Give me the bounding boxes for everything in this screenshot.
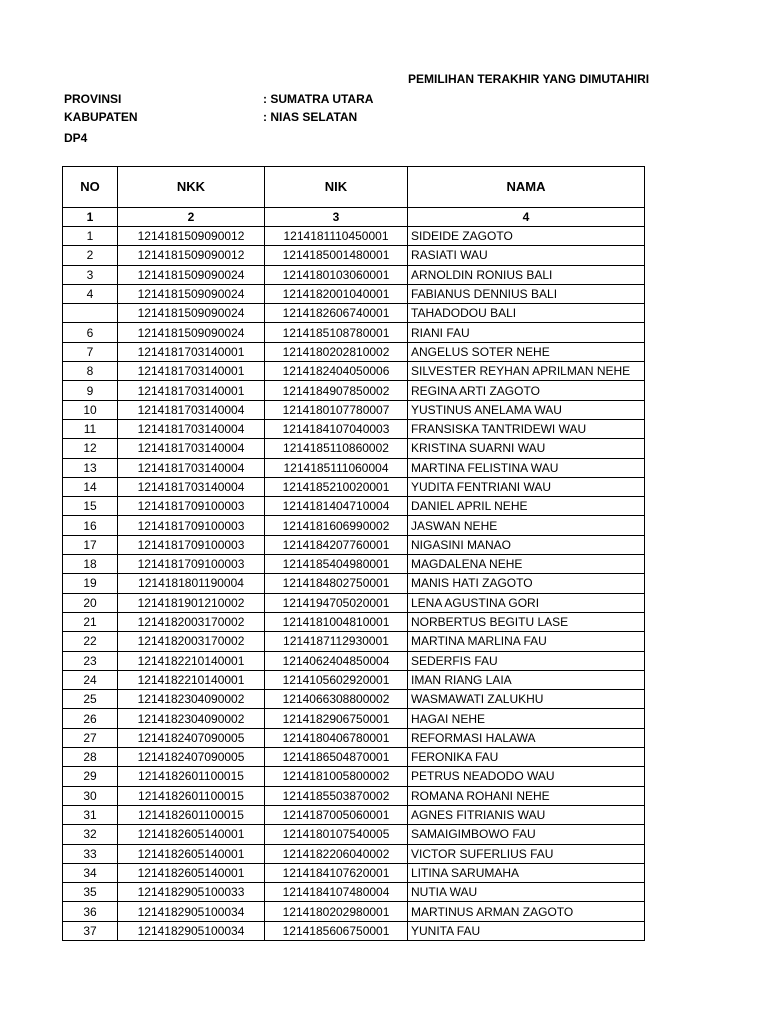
cell-nama: AGNES FITRIANIS WAU xyxy=(408,805,645,824)
cell-nik: 1214182206040002 xyxy=(265,844,408,863)
cell-nik: 1214184107480004 xyxy=(265,883,408,902)
cell-nama: FABIANUS DENNIUS BALI xyxy=(408,284,645,303)
cell-nik: 1214180202810002 xyxy=(265,342,408,361)
cell-nkk: 1214182905100034 xyxy=(118,921,265,940)
cell-no: 11 xyxy=(63,419,118,438)
cell-no: 6 xyxy=(63,323,118,342)
cell-nkk: 1214182304090002 xyxy=(118,709,265,728)
cell-nkk: 1214182605140001 xyxy=(118,863,265,882)
cell-nik: 1214182001040001 xyxy=(265,284,408,303)
table-row xyxy=(63,535,645,554)
cell-nkk: 1214181703140004 xyxy=(118,419,265,438)
cell-nama: DANIEL APRIL NEHE xyxy=(408,497,645,516)
cell-nkk: 1214181709100003 xyxy=(118,516,265,535)
table-row xyxy=(63,304,645,323)
table-row xyxy=(63,419,645,438)
cell-nkk: 1214182605140001 xyxy=(118,844,265,863)
cell-nkk: 1214182210140001 xyxy=(118,670,265,689)
table-row xyxy=(63,728,645,747)
cell-no: 1 xyxy=(63,227,118,246)
cell-nkk: 1214181703140001 xyxy=(118,381,265,400)
cell-nkk: 1214181509090012 xyxy=(118,227,265,246)
table-row xyxy=(63,902,645,921)
cell-nama: IMAN RIANG LAIA xyxy=(408,670,645,689)
table-row xyxy=(63,265,645,284)
cell-no: 8 xyxy=(63,362,118,381)
cell-nik: 1214184107620001 xyxy=(265,863,408,882)
cell-nama: LITINA SARUMAHA xyxy=(408,863,645,882)
cell-nama: FRANSISKA TANTRIDEWI WAU xyxy=(408,419,645,438)
cell-no: 22 xyxy=(63,632,118,651)
cell-no: 19 xyxy=(63,574,118,593)
cell-nkk: 1214182210140001 xyxy=(118,651,265,670)
cell-no: 31 xyxy=(63,805,118,824)
table-row xyxy=(63,458,645,477)
column-number-row xyxy=(63,208,645,227)
cell-no: 15 xyxy=(63,497,118,516)
cell-nama: YUNITA FAU xyxy=(408,921,645,940)
column-number: 3 xyxy=(265,208,408,227)
cell-no: 7 xyxy=(63,342,118,361)
table-row xyxy=(63,825,645,844)
cell-nkk: 1214182003170002 xyxy=(118,612,265,631)
cell-nik: 1214184107040003 xyxy=(265,419,408,438)
cell-no: 21 xyxy=(63,612,118,631)
cell-nama: MARTINUS ARMAN ZAGOTO xyxy=(408,902,645,921)
cell-no: 34 xyxy=(63,863,118,882)
cell-nkk: 1214181709100003 xyxy=(118,497,265,516)
cell-nama: RIANI FAU xyxy=(408,323,645,342)
cell-nama: NUTIA WAU xyxy=(408,883,645,902)
cell-nkk: 1214181703140001 xyxy=(118,362,265,381)
cell-nkk: 1214181801190004 xyxy=(118,574,265,593)
cell-nama: SILVESTER REYHAN APRILMAN NEHE xyxy=(408,362,645,381)
cell-no: 3 xyxy=(63,265,118,284)
cell-nkk: 1214182407090005 xyxy=(118,728,265,747)
cell-nik: 1214184907850002 xyxy=(265,381,408,400)
cell-no: 18 xyxy=(63,555,118,574)
cell-nama: REGINA ARTI ZAGOTO xyxy=(408,381,645,400)
table-row xyxy=(63,844,645,863)
table-row xyxy=(63,805,645,824)
cell-nik: 1214181005800002 xyxy=(265,767,408,786)
table-row xyxy=(63,670,645,689)
cell-nik: 1214181110450001 xyxy=(265,227,408,246)
cell-nik: 1214194705020001 xyxy=(265,593,408,612)
table-row xyxy=(63,709,645,728)
cell-nama: YUSTINUS ANELAMA WAU xyxy=(408,400,645,419)
cell-nik: 1214182404050006 xyxy=(265,362,408,381)
cell-nik: 1214180107540005 xyxy=(265,825,408,844)
cell-nik: 1214180202980001 xyxy=(265,902,408,921)
cell-no: 25 xyxy=(63,690,118,709)
cell-nama: VICTOR SUFERLIUS FAU xyxy=(408,844,645,863)
cell-nik: 1214185606750001 xyxy=(265,921,408,940)
table-row xyxy=(63,516,645,535)
table-row xyxy=(63,400,645,419)
cell-nik: 1214066308800002 xyxy=(265,690,408,709)
table-row xyxy=(63,786,645,805)
cell-no: 28 xyxy=(63,748,118,767)
table-row xyxy=(63,632,645,651)
table-row xyxy=(63,863,645,882)
cell-nkk: 1214181509090024 xyxy=(118,304,265,323)
table-row xyxy=(63,381,645,400)
cell-nama: MANIS HATI ZAGOTO xyxy=(408,574,645,593)
column-number: 4 xyxy=(408,208,645,227)
cell-nama: NIGASINI MANAO xyxy=(408,535,645,554)
cell-no: 29 xyxy=(63,767,118,786)
cell-no: 32 xyxy=(63,825,118,844)
cell-no xyxy=(63,304,118,323)
cell-nkk: 1214181509090024 xyxy=(118,265,265,284)
cell-nama: REFORMASI HALAWA xyxy=(408,728,645,747)
cell-no: 36 xyxy=(63,902,118,921)
kabupaten-label: KABUPATEN xyxy=(64,110,138,124)
table-header-row xyxy=(63,167,645,208)
cell-no: 37 xyxy=(63,921,118,940)
cell-nama: SAMAIGIMBOWO FAU xyxy=(408,825,645,844)
cell-nik: 1214187112930001 xyxy=(265,632,408,651)
table-row xyxy=(63,227,645,246)
provinsi-value: : SUMATRA UTARA xyxy=(263,92,374,106)
cell-nama: PETRUS NEADODO WAU xyxy=(408,767,645,786)
cell-no: 17 xyxy=(63,535,118,554)
column-header-nama: NAMA xyxy=(408,167,645,208)
cell-no: 14 xyxy=(63,477,118,496)
cell-nik: 1214187005060001 xyxy=(265,805,408,824)
cell-no: 13 xyxy=(63,458,118,477)
cell-nama: LENA AGUSTINA GORI xyxy=(408,593,645,612)
cell-nama: MARTINA MARLINA FAU xyxy=(408,632,645,651)
cell-nkk: 1214181509090012 xyxy=(118,246,265,265)
cell-no: 2 xyxy=(63,246,118,265)
cell-nkk: 1214181703140001 xyxy=(118,342,265,361)
table-row xyxy=(63,342,645,361)
cell-nama: MAGDALENA NEHE xyxy=(408,555,645,574)
cell-nik: 1214180103060001 xyxy=(265,265,408,284)
cell-nik: 1214185503870002 xyxy=(265,786,408,805)
cell-nama: YUDITA FENTRIANI WAU xyxy=(408,477,645,496)
cell-nkk: 1214181509090024 xyxy=(118,323,265,342)
cell-no: 23 xyxy=(63,651,118,670)
cell-nik: 1214185108780001 xyxy=(265,323,408,342)
cell-nama: MARTINA FELISTINA WAU xyxy=(408,458,645,477)
table-row xyxy=(63,767,645,786)
cell-nkk: 1214182601100015 xyxy=(118,786,265,805)
column-header-nik: NIK xyxy=(265,167,408,208)
cell-no: 9 xyxy=(63,381,118,400)
cell-no: 26 xyxy=(63,709,118,728)
cell-nik: 1214182906750001 xyxy=(265,709,408,728)
cell-nik: 1214184207760001 xyxy=(265,535,408,554)
cell-nkk: 1214182601100015 xyxy=(118,805,265,824)
cell-nik: 1214181004810001 xyxy=(265,612,408,631)
cell-nik: 1214185001480001 xyxy=(265,246,408,265)
cell-nik: 1214186504870001 xyxy=(265,748,408,767)
cell-nik: 1214185111060004 xyxy=(265,458,408,477)
cell-nkk: 1214181703140004 xyxy=(118,458,265,477)
table-row xyxy=(63,921,645,940)
column-header-nkk: NKK xyxy=(118,167,265,208)
cell-nik: 1214062404850004 xyxy=(265,651,408,670)
cell-nik: 1214185210020001 xyxy=(265,477,408,496)
cell-nama: ROMANA ROHANI NEHE xyxy=(408,786,645,805)
cell-nkk: 1214182407090005 xyxy=(118,748,265,767)
cell-nik: 1214184802750001 xyxy=(265,574,408,593)
cell-nik: 1214180107780007 xyxy=(265,400,408,419)
cell-nkk: 1214181703140004 xyxy=(118,400,265,419)
cell-nama: NORBERTUS BEGITU LASE xyxy=(408,612,645,631)
table-row xyxy=(63,323,645,342)
cell-no: 30 xyxy=(63,786,118,805)
cell-nama: RASIATI WAU xyxy=(408,246,645,265)
provinsi-label: PROVINSI xyxy=(64,92,122,106)
cell-nama: SEDERFIS FAU xyxy=(408,651,645,670)
cell-nama: WASMAWATI ZALUKHU xyxy=(408,690,645,709)
cell-no: 16 xyxy=(63,516,118,535)
cell-nkk: 1214182905100033 xyxy=(118,883,265,902)
cell-no: 33 xyxy=(63,844,118,863)
cell-nik: 1214185110860002 xyxy=(265,439,408,458)
table-row xyxy=(63,883,645,902)
table-row xyxy=(63,690,645,709)
cell-nkk: 1214182601100015 xyxy=(118,767,265,786)
cell-no: 12 xyxy=(63,439,118,458)
cell-no: 4 xyxy=(63,284,118,303)
table-row xyxy=(63,748,645,767)
cell-nik: 1214181404710004 xyxy=(265,497,408,516)
cell-nama: KRISTINA SUARNI WAU xyxy=(408,439,645,458)
cell-no: 24 xyxy=(63,670,118,689)
voter-table xyxy=(62,166,645,941)
cell-nkk: 1214181709100003 xyxy=(118,535,265,554)
cell-nkk: 1214181709100003 xyxy=(118,555,265,574)
table-row xyxy=(63,612,645,631)
cell-nkk: 1214181509090024 xyxy=(118,284,265,303)
table-row xyxy=(63,439,645,458)
cell-no: 10 xyxy=(63,400,118,419)
cell-nama: TAHADODOU BALI xyxy=(408,304,645,323)
document-title: PEMILIHAN TERAKHIR YANG DIMUTAHIRI xyxy=(408,72,650,86)
cell-nkk: 1214181901210002 xyxy=(118,593,265,612)
cell-no: 20 xyxy=(63,593,118,612)
cell-nama: ANGELUS SOTER NEHE xyxy=(408,342,645,361)
document-code: DP4 xyxy=(64,131,88,145)
cell-nkk: 1214182304090002 xyxy=(118,690,265,709)
table-row xyxy=(63,555,645,574)
column-header-no: NO xyxy=(63,167,118,208)
cell-no: 35 xyxy=(63,883,118,902)
cell-nik: 1214181606990002 xyxy=(265,516,408,535)
table-row xyxy=(63,574,645,593)
column-number: 1 xyxy=(63,208,118,227)
table-row xyxy=(63,362,645,381)
kabupaten-value: : NIAS SELATAN xyxy=(263,110,358,124)
table-row xyxy=(63,284,645,303)
cell-nama: SIDEIDE ZAGOTO xyxy=(408,227,645,246)
cell-no: 27 xyxy=(63,728,118,747)
table-row xyxy=(63,246,645,265)
cell-nik: 1214185404980001 xyxy=(265,555,408,574)
cell-nama: FERONIKA FAU xyxy=(408,748,645,767)
table-row xyxy=(63,477,645,496)
cell-nkk: 1214181703140004 xyxy=(118,439,265,458)
cell-nkk: 1214182605140001 xyxy=(118,825,265,844)
cell-nkk: 1214181703140004 xyxy=(118,477,265,496)
cell-nkk: 1214182905100034 xyxy=(118,902,265,921)
column-number: 2 xyxy=(118,208,265,227)
cell-nik: 1214105602920001 xyxy=(265,670,408,689)
cell-nama: JASWAN NEHE xyxy=(408,516,645,535)
table-row xyxy=(63,497,645,516)
cell-nik: 1214180406780001 xyxy=(265,728,408,747)
cell-nama: HAGAI NEHE xyxy=(408,709,645,728)
cell-nama: ARNOLDIN RONIUS BALI xyxy=(408,265,645,284)
table-row xyxy=(63,651,645,670)
cell-nkk: 1214182003170002 xyxy=(118,632,265,651)
table-row xyxy=(63,593,645,612)
cell-nik: 1214182606740001 xyxy=(265,304,408,323)
